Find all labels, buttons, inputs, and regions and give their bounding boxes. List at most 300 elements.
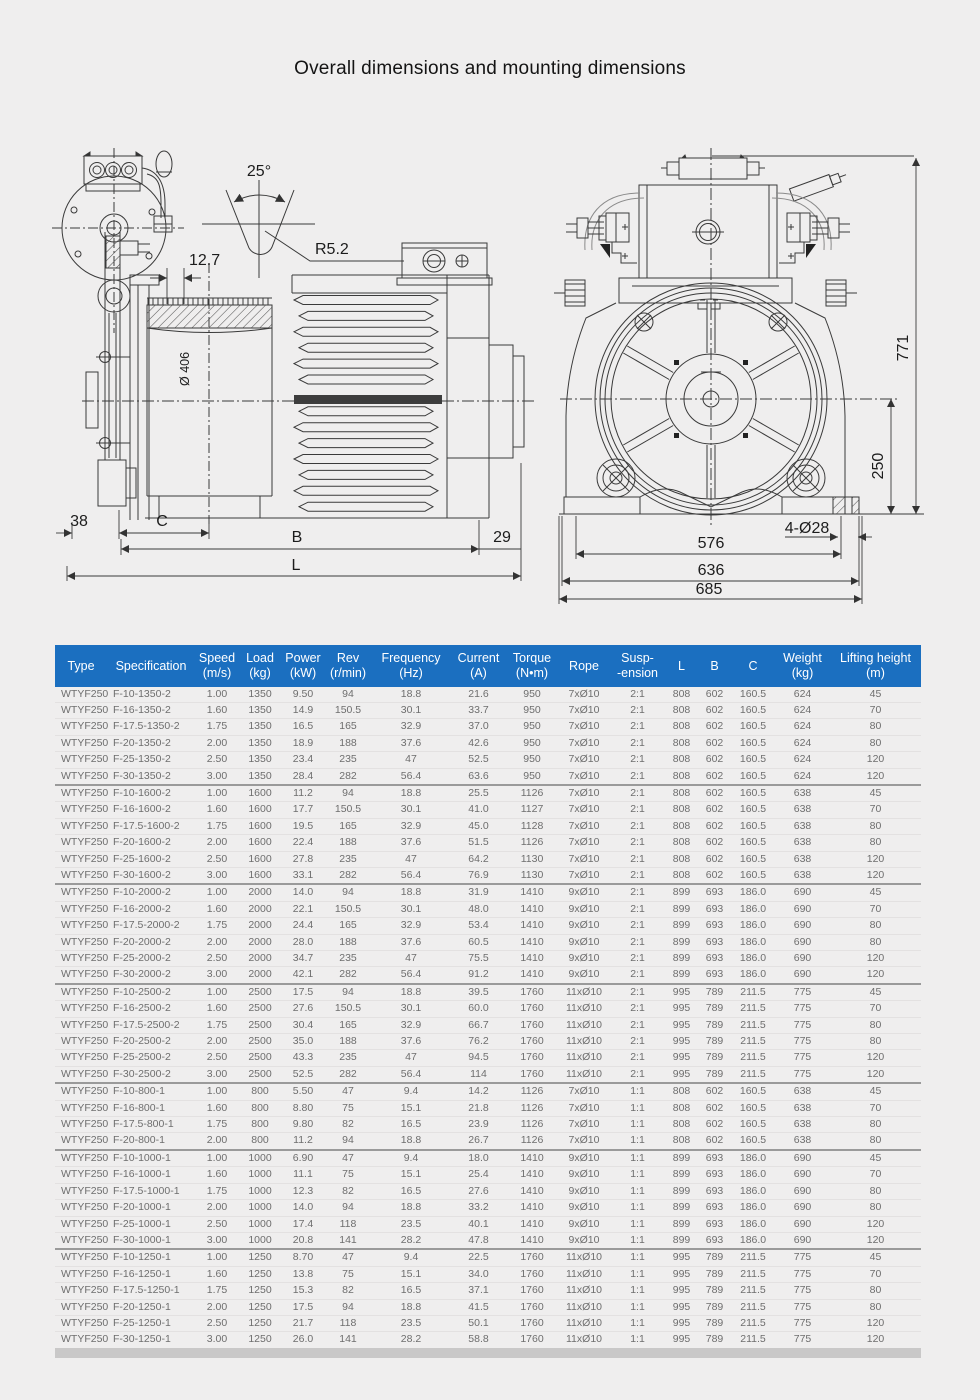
column-header: Susp- -ension bbox=[610, 645, 665, 687]
table-cell: 211.5 bbox=[740, 1300, 766, 1313]
table-cell: 638 bbox=[793, 836, 812, 849]
table-cell: 41.0 bbox=[468, 803, 489, 816]
table-cell: 42.1 bbox=[292, 968, 314, 981]
table-cell: 789 bbox=[705, 1251, 724, 1264]
table-cell: 47 bbox=[405, 952, 417, 964]
table-cell: 33.7 bbox=[468, 703, 489, 716]
table-cell: WTYF250 bbox=[61, 703, 109, 716]
table-cell: 9xØ10 bbox=[568, 952, 600, 964]
table-cell: 186.0 bbox=[739, 935, 767, 948]
table-cell: 2500 bbox=[248, 985, 272, 998]
table-cell: 186.0 bbox=[739, 1168, 767, 1181]
table-cell: 6.90 bbox=[292, 1151, 314, 1164]
table-cell: F-25-1000-1 bbox=[113, 1217, 171, 1230]
table-cell: 1.00 bbox=[206, 687, 228, 700]
table-cell: 1760 bbox=[520, 1316, 544, 1329]
table-cell: 11xØ10 bbox=[566, 1267, 602, 1280]
table-cell: 1410 bbox=[520, 886, 544, 899]
table-cell: F-25-1600-2 bbox=[113, 852, 171, 865]
table-cell: 1.00 bbox=[206, 1151, 228, 1164]
table-cell: 1000 bbox=[248, 1233, 272, 1246]
table-cell: 693 bbox=[705, 935, 724, 948]
table-cell: 11xØ10 bbox=[566, 1051, 602, 1064]
table-cell: 56.4 bbox=[400, 868, 422, 881]
table-cell: 7xØ10 bbox=[568, 803, 600, 816]
table-row bbox=[55, 984, 921, 1001]
table-cell: 282 bbox=[339, 968, 357, 981]
table-cell: 80 bbox=[869, 1201, 882, 1214]
table-cell: 1350 bbox=[248, 736, 272, 749]
table-cell: 160.5 bbox=[739, 1101, 767, 1114]
table-cell: 1600 bbox=[248, 836, 272, 849]
table-cell: 1.60 bbox=[206, 703, 228, 716]
table-cell: 775 bbox=[793, 1067, 812, 1080]
table-cell: F-20-1600-2 bbox=[113, 836, 171, 849]
table-cell: 1600 bbox=[248, 819, 272, 832]
table-cell: 899 bbox=[672, 968, 691, 981]
table-cell: F-16-1000-1 bbox=[113, 1168, 171, 1181]
table-cell: 1126 bbox=[520, 786, 544, 799]
table-cell: 188 bbox=[339, 736, 357, 749]
table-row bbox=[55, 901, 921, 917]
side-view-dimensions bbox=[56, 268, 521, 581]
brake-levers bbox=[585, 193, 831, 250]
table-cell: 808 bbox=[672, 819, 691, 832]
table-cell: 120 bbox=[866, 952, 885, 964]
table-cell: 693 bbox=[705, 1201, 724, 1214]
table-cell: 7xØ10 bbox=[568, 836, 600, 849]
table-cell: 1760 bbox=[520, 985, 544, 998]
table-cell: 58.8 bbox=[468, 1333, 489, 1346]
table-cell: 1.75 bbox=[206, 919, 228, 932]
table-cell: F-20-800-1 bbox=[113, 1134, 165, 1147]
sheave-diameter-label: Ø 406 bbox=[178, 351, 192, 386]
table-cell: 1126 bbox=[520, 836, 544, 849]
table-cell: 282 bbox=[339, 769, 357, 782]
table-cell: 1600 bbox=[248, 803, 272, 816]
groove-radius-label: R5.2 bbox=[315, 241, 349, 258]
table-row bbox=[55, 719, 921, 735]
table-cell: 64.2 bbox=[468, 852, 489, 865]
table-cell: 789 bbox=[705, 1051, 724, 1064]
table-cell: 1126 bbox=[520, 1101, 544, 1114]
table-cell: WTYF250 bbox=[61, 1251, 109, 1264]
table-cell: 2.50 bbox=[206, 1316, 228, 1329]
table-cell: 150.5 bbox=[334, 902, 362, 915]
table-cell: 1126 bbox=[520, 1134, 544, 1147]
table-cell: 995 bbox=[672, 1316, 691, 1329]
table-cell: 789 bbox=[705, 1067, 724, 1080]
table-cell: 160.5 bbox=[739, 1134, 767, 1147]
table-cell: 1:1 bbox=[630, 1184, 645, 1197]
table-cell: 690 bbox=[793, 902, 812, 915]
table-cell: WTYF250 bbox=[61, 1201, 109, 1214]
table-cell: 808 bbox=[672, 720, 691, 733]
table-cell: 602 bbox=[705, 736, 724, 749]
table-cell: 47 bbox=[342, 1085, 354, 1098]
table-cell: 160.5 bbox=[739, 852, 767, 865]
table-cell: 47 bbox=[405, 753, 417, 766]
table-cell: 602 bbox=[705, 769, 724, 782]
table-cell: 24.4 bbox=[292, 919, 314, 932]
table-cell: 28.4 bbox=[292, 769, 314, 782]
table-cell: 28.2 bbox=[400, 1233, 422, 1246]
table-cell: 120 bbox=[866, 852, 885, 865]
table-cell: 15.1 bbox=[400, 1101, 422, 1114]
table-cell: 2:1 bbox=[630, 1018, 645, 1031]
table-cell: 3.00 bbox=[206, 769, 228, 782]
table-cell: 1126 bbox=[520, 1085, 544, 1098]
table-cell: 1:1 bbox=[630, 1333, 645, 1346]
table-cell: 80 bbox=[869, 935, 882, 948]
table-row bbox=[55, 1117, 921, 1133]
table-cell: F-16-2500-2 bbox=[113, 1002, 171, 1015]
table-row bbox=[55, 1332, 921, 1348]
table-cell: 8.70 bbox=[292, 1251, 314, 1264]
table-cell: F-10-1000-1 bbox=[113, 1151, 171, 1164]
table-cell: 21.8 bbox=[468, 1101, 489, 1114]
table-cell: 160.5 bbox=[739, 1085, 767, 1098]
table-cell: 1:1 bbox=[630, 1284, 645, 1297]
table-cell: 995 bbox=[672, 1051, 691, 1064]
table-cell: 70 bbox=[869, 1267, 882, 1280]
table-cell: 120 bbox=[866, 1217, 885, 1230]
page-title: Overall dimensions and mounting dimensions bbox=[294, 58, 686, 79]
table-cell: 602 bbox=[705, 819, 724, 832]
table-cell: F-17.5-1000-1 bbox=[113, 1184, 180, 1197]
table-cell: 775 bbox=[793, 1251, 812, 1264]
table-cell: 1410 bbox=[520, 968, 544, 981]
table-cell: 25.5 bbox=[468, 786, 489, 799]
overall-height-label: 771 bbox=[895, 334, 912, 362]
table-cell: 2:1 bbox=[630, 886, 645, 899]
table-cell: 18.8 bbox=[400, 1300, 422, 1313]
table-row bbox=[55, 687, 921, 703]
table-cell: 624 bbox=[793, 720, 812, 733]
table-cell: 7xØ10 bbox=[568, 753, 600, 766]
table-cell: 775 bbox=[793, 1051, 812, 1064]
table-cell: 638 bbox=[793, 819, 812, 832]
table-cell: 34.0 bbox=[468, 1267, 489, 1280]
table-cell: WTYF250 bbox=[61, 769, 109, 782]
table-cell: 1.75 bbox=[206, 720, 228, 733]
table-row bbox=[55, 1266, 921, 1282]
column-header: Frequency (Hz) bbox=[371, 645, 451, 687]
table-cell: 11xØ10 bbox=[566, 1018, 602, 1031]
table-cell: 14.0 bbox=[292, 1201, 314, 1214]
table-cell: WTYF250 bbox=[61, 819, 109, 832]
table-cell: 11.2 bbox=[293, 786, 313, 799]
table-cell: 602 bbox=[705, 1101, 724, 1114]
table-cell: 2.00 bbox=[206, 1134, 228, 1147]
table-cell: 1.00 bbox=[206, 1085, 228, 1098]
table-cell: 80 bbox=[869, 1018, 882, 1031]
table-cell: 2.00 bbox=[206, 1201, 228, 1214]
table-cell: 120 bbox=[866, 769, 885, 782]
table-cell: F-30-1000-1 bbox=[113, 1233, 171, 1246]
table-cell: 7xØ10 bbox=[568, 1085, 600, 1098]
table-cell: 15.1 bbox=[400, 1267, 422, 1280]
table-cell: 2:1 bbox=[630, 1051, 645, 1064]
table-cell: 76.9 bbox=[468, 868, 489, 881]
table-cell: 2500 bbox=[248, 1035, 272, 1048]
table-cell: 13.8 bbox=[292, 1267, 314, 1280]
table-cell: 120 bbox=[866, 868, 885, 881]
table-cell: 25.4 bbox=[468, 1168, 489, 1181]
table-cell: 186.0 bbox=[739, 886, 767, 899]
table-cell: 638 bbox=[793, 1134, 812, 1147]
table-cell: 17.4 bbox=[292, 1217, 314, 1230]
table-cell: 2:1 bbox=[630, 753, 645, 766]
table-cell: WTYF250 bbox=[61, 736, 109, 749]
table-cell: 2:1 bbox=[630, 769, 645, 782]
table-cell: 235 bbox=[339, 1051, 357, 1064]
table-cell: 120 bbox=[866, 1067, 885, 1080]
table-cell: 693 bbox=[705, 1233, 724, 1246]
table-cell: 2:1 bbox=[630, 919, 645, 932]
table-cell: 160.5 bbox=[739, 720, 767, 733]
table-cell: 602 bbox=[705, 868, 724, 881]
table-cell: WTYF250 bbox=[61, 1134, 109, 1147]
table-cell: 808 bbox=[672, 868, 691, 881]
table-cell: 118 bbox=[339, 1316, 357, 1329]
table-cell: 160.5 bbox=[739, 836, 767, 849]
table-cell: 1.60 bbox=[206, 1002, 228, 1015]
table-cell: 775 bbox=[793, 1035, 812, 1048]
table-cell: WTYF250 bbox=[61, 902, 109, 915]
column-header: L bbox=[665, 645, 698, 687]
table-cell: 1128 bbox=[520, 819, 544, 832]
table-cell: 17.7 bbox=[292, 803, 314, 816]
column-header: Current (A) bbox=[451, 645, 506, 687]
table-cell: F-30-1600-2 bbox=[113, 868, 171, 881]
table-cell: WTYF250 bbox=[61, 1085, 109, 1098]
table-cell: 800 bbox=[251, 1101, 269, 1114]
table-cell: F-10-1600-2 bbox=[113, 786, 171, 799]
table-cell: 80 bbox=[869, 1035, 882, 1048]
table-cell: 60.5 bbox=[468, 935, 489, 948]
spec-table bbox=[55, 645, 921, 1348]
table-cell: 2:1 bbox=[630, 868, 645, 881]
table-cell: 7xØ10 bbox=[568, 720, 600, 733]
table-cell: 141 bbox=[339, 1233, 357, 1246]
table-cell: 282 bbox=[339, 868, 357, 881]
table-cell: 45 bbox=[869, 985, 882, 998]
table-cell: 40.1 bbox=[468, 1217, 489, 1230]
table-cell: 186.0 bbox=[739, 919, 767, 932]
table-cell: 1760 bbox=[520, 1300, 544, 1313]
table-cell: 52.5 bbox=[292, 1067, 314, 1080]
table-cell: 91.2 bbox=[468, 968, 489, 981]
table-cell: 70 bbox=[869, 1168, 882, 1181]
table-row bbox=[55, 1249, 921, 1266]
table-cell: 693 bbox=[705, 1151, 724, 1164]
table-cell: 9xØ10 bbox=[568, 1184, 600, 1197]
table-cell: 899 bbox=[672, 952, 691, 964]
table-cell: 70 bbox=[869, 902, 882, 915]
table-cell: F-17.5-1250-1 bbox=[113, 1284, 180, 1297]
table-cell: 808 bbox=[672, 769, 691, 782]
table-cell: 9.4 bbox=[403, 1085, 419, 1098]
table-cell: 160.5 bbox=[739, 753, 767, 766]
table-cell: 1250 bbox=[248, 1300, 272, 1313]
table-cell: 50.1 bbox=[468, 1316, 489, 1329]
table-cell: F-10-2000-2 bbox=[113, 886, 171, 899]
table-cell: 75 bbox=[342, 1267, 354, 1280]
table-cell: 188 bbox=[339, 935, 357, 948]
table-cell: 45 bbox=[869, 1085, 882, 1098]
table-cell: F-10-1350-2 bbox=[113, 687, 171, 700]
table-cell: 30.4 bbox=[292, 1018, 314, 1031]
table-cell: 9.50 bbox=[292, 687, 314, 700]
table-cell: 808 bbox=[672, 803, 691, 816]
table-cell: 638 bbox=[793, 1101, 812, 1114]
table-cell: 70 bbox=[869, 1002, 882, 1015]
table-cell: 638 bbox=[793, 1085, 812, 1098]
table-row bbox=[55, 851, 921, 867]
table-cell: WTYF250 bbox=[61, 1051, 109, 1064]
table-cell: 1.00 bbox=[206, 886, 228, 899]
table-cell: 1.60 bbox=[206, 803, 228, 816]
table-cell: 186.0 bbox=[739, 1217, 767, 1230]
table-cell: 188 bbox=[339, 1035, 357, 1048]
table-row bbox=[55, 967, 921, 984]
table-cell: 186.0 bbox=[739, 952, 767, 964]
table-cell: 7xØ10 bbox=[568, 852, 600, 865]
groove-angle-label: 25° bbox=[246, 163, 272, 180]
table-cell: F-20-1000-1 bbox=[113, 1201, 171, 1214]
table-cell: WTYF250 bbox=[61, 786, 109, 799]
table-cell: 27.6 bbox=[468, 1184, 489, 1197]
dim-c-label: C bbox=[156, 513, 168, 530]
table-cell: 789 bbox=[705, 1267, 724, 1280]
table-row bbox=[55, 934, 921, 950]
table-cell: F-16-800-1 bbox=[113, 1101, 165, 1114]
table-cell: 9xØ10 bbox=[568, 968, 600, 981]
table-cell: 160.5 bbox=[739, 687, 767, 700]
table-cell: 23.5 bbox=[400, 1217, 422, 1230]
table-cell: 1:1 bbox=[630, 1233, 645, 1246]
table-cell: WTYF250 bbox=[61, 753, 109, 766]
table-cell: 9xØ10 bbox=[568, 919, 600, 932]
table-cell: 690 bbox=[793, 1151, 812, 1164]
table-cell: 80 bbox=[869, 736, 882, 749]
table-row bbox=[55, 1100, 921, 1116]
table-cell: 2:1 bbox=[630, 1067, 645, 1080]
table-cell: 141 bbox=[339, 1333, 357, 1346]
table-row bbox=[55, 1299, 921, 1315]
table-cell: 160.5 bbox=[739, 819, 767, 832]
table-cell: 1.75 bbox=[206, 1018, 228, 1031]
table-cell: 1250 bbox=[248, 1333, 272, 1346]
table-cell: 789 bbox=[705, 1002, 724, 1015]
table-cell: 47 bbox=[405, 852, 417, 865]
table-cell: 211.5 bbox=[740, 1251, 766, 1264]
table-cell: 2.50 bbox=[206, 852, 228, 865]
table-cell: 995 bbox=[672, 1067, 691, 1080]
table-cell: 789 bbox=[705, 985, 724, 998]
table-cell: 789 bbox=[705, 1284, 724, 1297]
table-cell: 211.5 bbox=[740, 1051, 766, 1064]
table-cell: 211.5 bbox=[740, 1267, 766, 1280]
dim-29-label: 29 bbox=[493, 529, 511, 546]
table-cell: 120 bbox=[866, 1316, 885, 1329]
column-header: Rope bbox=[558, 645, 610, 687]
table-cell: 11xØ10 bbox=[566, 1333, 602, 1346]
table-cell: 9xØ10 bbox=[568, 1151, 600, 1164]
table-cell: 690 bbox=[793, 968, 812, 981]
table-cell: 23.4 bbox=[292, 753, 314, 766]
table-cell: 56.4 bbox=[400, 968, 422, 981]
table-cell: F-20-2500-2 bbox=[113, 1035, 171, 1048]
table-cell: 1760 bbox=[520, 1051, 544, 1064]
table-cell: 11xØ10 bbox=[566, 1300, 602, 1313]
table-cell: 995 bbox=[672, 1284, 691, 1297]
table-cell: 31.9 bbox=[468, 886, 489, 899]
table-cell: 120 bbox=[866, 1233, 885, 1246]
table-cell: F-16-1600-2 bbox=[113, 803, 171, 816]
table-cell: 800 bbox=[251, 1085, 269, 1098]
table-cell: 120 bbox=[866, 968, 885, 981]
table-cell: 693 bbox=[705, 1184, 724, 1197]
table-cell: 160.5 bbox=[739, 769, 767, 782]
table-cell: 1410 bbox=[520, 919, 544, 932]
table-cell: 70 bbox=[869, 1101, 882, 1114]
table-cell: 9.80 bbox=[292, 1118, 314, 1131]
table-cell: WTYF250 bbox=[61, 1151, 109, 1164]
table-cell: 2:1 bbox=[630, 952, 645, 964]
table-cell: 15.1 bbox=[400, 1168, 422, 1181]
table-cell: F-30-1250-1 bbox=[113, 1333, 171, 1346]
table-cell: 3.00 bbox=[206, 968, 228, 981]
table-cell: 211.5 bbox=[740, 1284, 766, 1297]
table-cell: 26.7 bbox=[468, 1134, 489, 1147]
table-cell: 1.75 bbox=[206, 819, 228, 832]
table-cell: 2:1 bbox=[630, 852, 645, 865]
table-cell: 789 bbox=[705, 1018, 724, 1031]
table-cell: 950 bbox=[523, 753, 541, 766]
table-cell: 160.5 bbox=[739, 703, 767, 716]
table-cell: 1350 bbox=[248, 687, 272, 700]
table-cell: 94 bbox=[342, 886, 354, 899]
table-cell: 120 bbox=[866, 1333, 885, 1346]
table-cell: 638 bbox=[793, 868, 812, 881]
terminal-box bbox=[639, 185, 777, 278]
table-cell: 2:1 bbox=[630, 687, 645, 700]
table-cell: 2.00 bbox=[206, 736, 228, 749]
table-cell: 94 bbox=[342, 1201, 354, 1214]
table-cell: 9xØ10 bbox=[568, 1168, 600, 1181]
table-cell: WTYF250 bbox=[61, 687, 109, 700]
column-header: Weight (kg) bbox=[775, 645, 830, 687]
table-cell: 186.0 bbox=[739, 968, 767, 981]
table-cell: 37.6 bbox=[400, 935, 422, 948]
table-cell: WTYF250 bbox=[61, 1002, 109, 1015]
table-cell: 693 bbox=[705, 952, 724, 964]
table-cell: 1000 bbox=[248, 1184, 272, 1197]
table-cell: 899 bbox=[672, 1233, 691, 1246]
table-cell: 1350 bbox=[248, 769, 272, 782]
table-cell: WTYF250 bbox=[61, 1035, 109, 1048]
table-cell: 39.5 bbox=[468, 985, 489, 998]
table-cell: 211.5 bbox=[740, 1002, 766, 1015]
table-row bbox=[55, 735, 921, 751]
table-cell: 1350 bbox=[248, 703, 272, 716]
table-cell: 160.5 bbox=[739, 868, 767, 881]
table-cell: 899 bbox=[672, 1201, 691, 1214]
table-cell: 899 bbox=[672, 902, 691, 915]
table-cell: 602 bbox=[705, 720, 724, 733]
